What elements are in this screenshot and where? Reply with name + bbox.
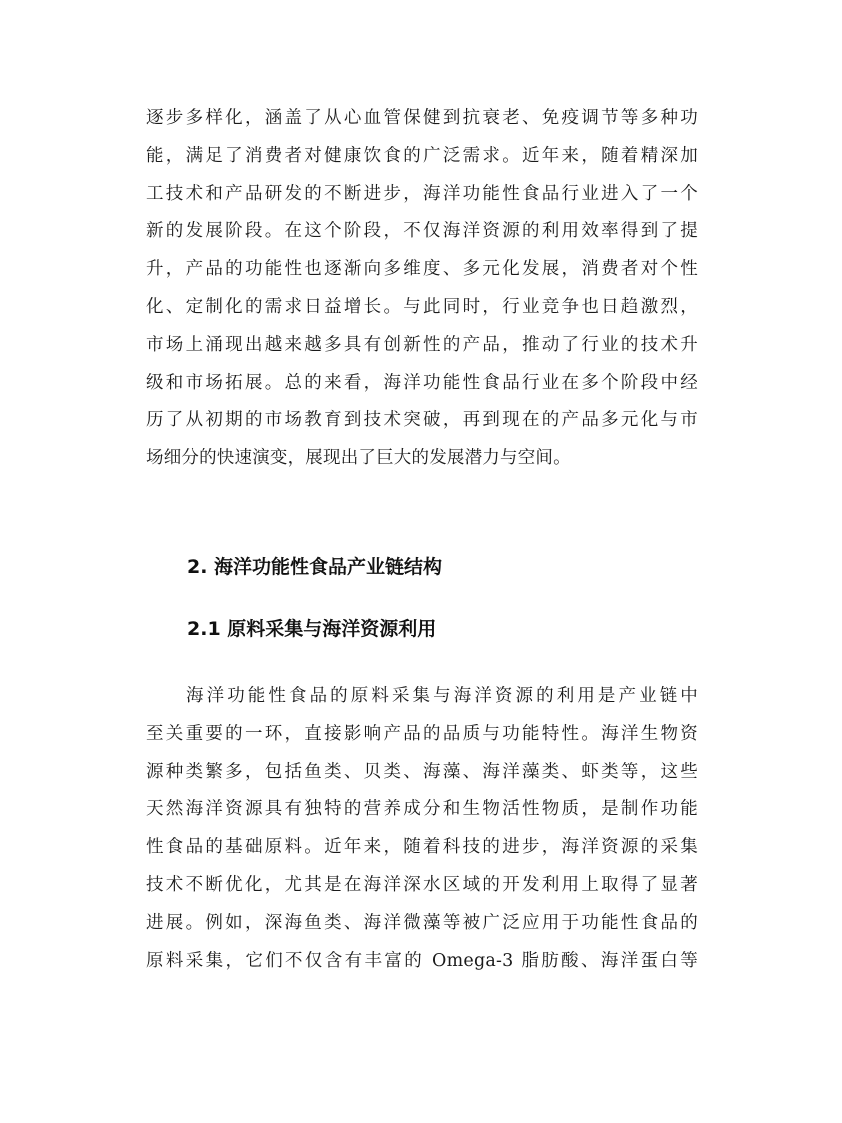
paragraph-line: 能，满足了消费者对健康饮食的广泛需求。近年来，随着精深加 [146, 145, 698, 166]
paragraph-line: 场细分的快速演变，展现出了巨大的发展潜力与空间。 [146, 448, 571, 469]
paragraph-line: 历了从初期的市场教育到技术突破，再到现在的产品多元化与市 [146, 410, 698, 431]
paragraph-line: 技术不断优化，尤其是在海洋深水区域的开发利用上取得了显著 [146, 874, 698, 895]
paragraph-line: 性食品的基础原料。近年来，随着科技的进步，海洋资源的采集 [146, 837, 698, 858]
paragraph-line: 市场上涌现出越来越多具有创新性的产品，推动了行业的技术升 [146, 334, 698, 355]
paragraph-line: 源种类繁多，包括鱼类、贝类、海藻、海洋藻类、虾类等，这些 [146, 761, 698, 782]
paragraph-line: 原料采集，它们不仅含有丰富的 Omega-3 脂肪酸、海洋蛋白等 [146, 950, 698, 971]
paragraph-line: 工技术和产品研发的不断进步，海洋功能性食品行业进入了一个 [146, 183, 698, 204]
paragraph-line: 海洋功能性食品的原料采集与海洋资源的利用是产业链中 [186, 686, 698, 706]
paragraph-line: 升，产品的功能性也逐渐向多维度、多元化发展，消费者对个性 [146, 259, 698, 280]
section-heading: 2. 海洋功能性食品产业链结构 [187, 556, 443, 578]
paragraph-line: 天然海洋资源具有独特的营养成分和生物活性物质，是制作功能 [146, 799, 698, 820]
paragraph-line: 化、定制化的需求日益增长。与此同时，行业竞争也日趋激烈， [146, 296, 698, 317]
paragraph-raw-materials [146, 678, 698, 980]
paragraph-line: 进展。例如，深海鱼类、海洋微藻等被广泛应用于功能性食品的 [146, 912, 698, 933]
paragraph-industry-development [146, 100, 698, 478]
paragraph-line: 级和市场拓展。总的来看，海洋功能性食品行业在多个阶段中经 [146, 372, 698, 393]
paragraph-line: 至关重要的一环，直接影响产品的品质与功能特性。海洋生物资 [146, 723, 698, 744]
paragraph-line: 逐步多样化，涵盖了从心血管保健到抗衰老、免疫调节等多种功 [146, 108, 698, 128]
subsection-heading: 2.1 原料采集与海洋资源利用 [187, 618, 437, 640]
paragraph-line: 新的发展阶段。在这个阶段，不仅海洋资源的利用效率得到了提 [146, 221, 698, 242]
